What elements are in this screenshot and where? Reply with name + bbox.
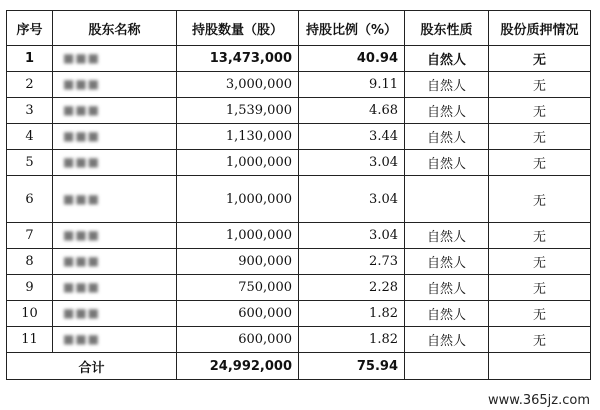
cell-name (53, 150, 177, 176)
redacted-name: ■■■ (63, 191, 101, 206)
cell-name (53, 46, 177, 72)
shareholder-table (6, 10, 591, 380)
cell-name (53, 98, 177, 124)
cell-type: 自然人 (405, 327, 489, 353)
cell-type: 自然人 (405, 223, 489, 249)
table-row (7, 46, 591, 72)
cell-no: 4 (7, 124, 53, 150)
cell-no: 6 (7, 176, 53, 223)
cell-shares: 1,000,000 (177, 176, 299, 223)
cell-pledge: 无 (489, 249, 591, 275)
table-row (7, 249, 591, 275)
table-row (7, 275, 591, 301)
header-no: 序号 (7, 11, 53, 46)
total-shares: 24,992,000 (177, 353, 299, 380)
watermark: www.365jz.com (488, 393, 590, 408)
cell-no: 3 (7, 98, 53, 124)
cell-no: 5 (7, 150, 53, 176)
redacted-name: ■■■ (63, 332, 101, 346)
cell-ratio: 1.82 (299, 301, 405, 327)
cell-shares: 1,130,000 (177, 124, 299, 150)
redacted-name: ■■■ (63, 77, 101, 91)
cell-pledge: 无 (489, 275, 591, 301)
cell-pledge: 无 (489, 124, 591, 150)
table-row (7, 223, 591, 249)
cell-ratio: 3.04 (299, 223, 405, 249)
cell-type: 自然人 (405, 72, 489, 98)
cell-ratio: 9.11 (299, 72, 405, 98)
cell-no: 7 (7, 223, 53, 249)
cell-shares: 600,000 (177, 301, 299, 327)
cell-no: 8 (7, 249, 53, 275)
cell-shares: 1,000,000 (177, 150, 299, 176)
cell-pledge: 无 (489, 72, 591, 98)
table-row (7, 72, 591, 98)
cell-name (53, 275, 177, 301)
cell-type: 自然人 (405, 124, 489, 150)
total-empty-type (405, 353, 489, 380)
cell-name (53, 327, 177, 353)
cell-ratio: 40.94 (299, 46, 405, 72)
table-row (7, 176, 591, 223)
redacted-name: ■■■ (63, 103, 101, 117)
header-shares: 持股数量（股） (177, 11, 299, 46)
redacted-name: ■■■ (63, 129, 101, 143)
cell-ratio: 1.82 (299, 327, 405, 353)
cell-shares: 900,000 (177, 249, 299, 275)
cell-pledge: 无 (489, 301, 591, 327)
cell-no: 10 (7, 301, 53, 327)
cell-type: 自然人 (405, 275, 489, 301)
cell-ratio: 3.04 (299, 176, 405, 223)
total-row (7, 353, 591, 380)
redacted-name: ■■■ (63, 228, 101, 242)
cell-no: 2 (7, 72, 53, 98)
header-pledge: 股份质押情况 (489, 11, 591, 46)
cell-name (53, 249, 177, 275)
cell-type: 自然人 (405, 46, 489, 72)
cell-shares: 3,000,000 (177, 72, 299, 98)
table-row (7, 98, 591, 124)
cell-pledge: 无 (489, 98, 591, 124)
table-row (7, 150, 591, 176)
cell-pledge: 无 (489, 46, 591, 72)
cell-shares: 13,473,000 (177, 46, 299, 72)
redacted-name: ■■■ (63, 155, 101, 169)
cell-ratio: 2.28 (299, 275, 405, 301)
total-label: 合计 (7, 353, 177, 380)
cell-no: 9 (7, 275, 53, 301)
redacted-name: ■■■ (63, 254, 101, 268)
table-row (7, 301, 591, 327)
cell-pledge: 无 (489, 150, 591, 176)
table-row (7, 124, 591, 150)
cell-shares: 1,000,000 (177, 223, 299, 249)
cell-no: 1 (7, 46, 53, 72)
cell-pledge: 无 (489, 223, 591, 249)
cell-type (405, 176, 489, 223)
cell-type: 自然人 (405, 249, 489, 275)
cell-shares: 750,000 (177, 275, 299, 301)
cell-type: 自然人 (405, 301, 489, 327)
redacted-name: ■■■ (63, 280, 101, 294)
cell-name (53, 223, 177, 249)
cell-name (53, 72, 177, 98)
total-ratio: 75.94 (299, 353, 405, 380)
table-header-row (7, 11, 591, 46)
redacted-name: ■■■ (63, 51, 101, 65)
header-type: 股东性质 (405, 11, 489, 46)
cell-shares: 600,000 (177, 327, 299, 353)
cell-ratio: 3.04 (299, 150, 405, 176)
cell-name (53, 176, 177, 223)
cell-name (53, 301, 177, 327)
cell-shares: 1,539,000 (177, 98, 299, 124)
cell-pledge: 无 (489, 176, 591, 223)
cell-ratio: 2.73 (299, 249, 405, 275)
cell-ratio: 3.44 (299, 124, 405, 150)
cell-name (53, 124, 177, 150)
table-row (7, 327, 591, 353)
cell-type: 自然人 (405, 98, 489, 124)
header-name: 股东名称 (53, 11, 177, 46)
cell-ratio: 4.68 (299, 98, 405, 124)
total-empty-pledge (489, 353, 591, 380)
redacted-name: ■■■ (63, 306, 101, 320)
header-ratio: 持股比例（%） (299, 11, 405, 46)
cell-type: 自然人 (405, 150, 489, 176)
cell-no: 11 (7, 327, 53, 353)
cell-pledge: 无 (489, 327, 591, 353)
